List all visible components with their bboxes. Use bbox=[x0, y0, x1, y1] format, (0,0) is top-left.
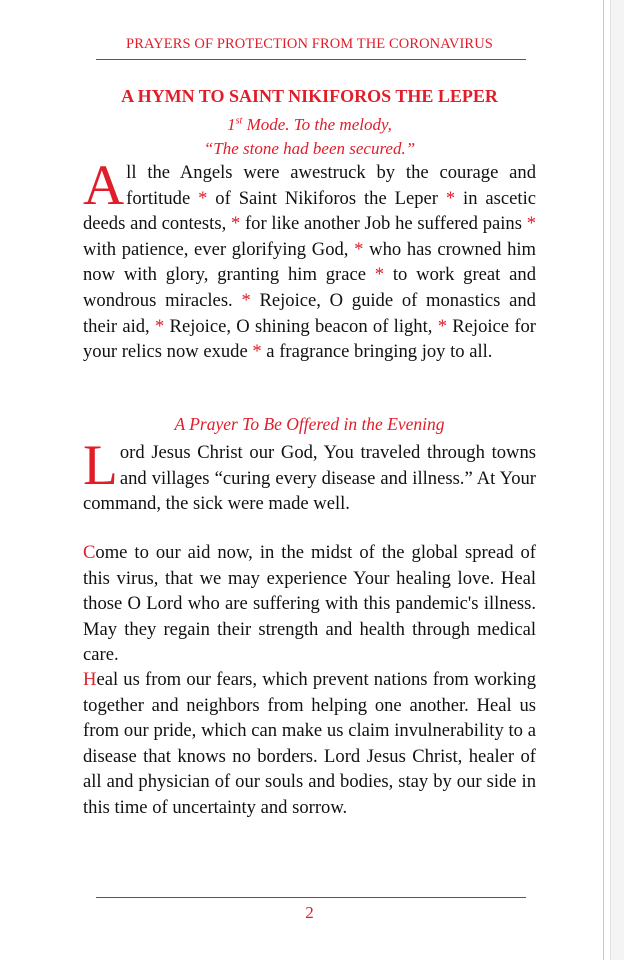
verse-marker: * bbox=[526, 213, 536, 235]
prayer-title: A Prayer To Be Offered in the Evening bbox=[174, 414, 445, 434]
hymn-segment: ll the Angels were awestruck by the courage and fortitude bbox=[126, 162, 536, 209]
mode-suffix: st bbox=[235, 115, 243, 127]
prayer-paragraph-2 bbox=[83, 540, 536, 668]
hymn-melody: “The stone had been secured.” bbox=[203, 139, 416, 158]
document-page bbox=[83, 0, 536, 960]
hymn-segment: to work great and wondrous miracles. bbox=[83, 264, 537, 311]
page-edge-shadow bbox=[610, 0, 624, 960]
footer-rule bbox=[96, 897, 526, 898]
running-header: PRAYERS OF PROTECTION FROM THE CORONAVIRUS bbox=[126, 36, 493, 52]
prayer-paragraph-1 bbox=[83, 434, 536, 517]
hymn-text bbox=[83, 154, 537, 365]
hymn-segment: with patience, ever glorifying God, bbox=[83, 238, 355, 260]
verse-marker: * bbox=[437, 315, 447, 337]
page-number: 2 bbox=[305, 903, 314, 922]
prayer-text-3: eal us from our fears, which prevent nations from working together and neighbors from helping one another. Heal us from our pride, which can make us claim invulnerability to a disease that knows no borders. Lord Jesus Christ, healer of all and physician of our souls and bodies, stay by our side in this time of uncertainty and sorrow. bbox=[83, 669, 536, 818]
hymn-segment: who has crowned him now with glory, granting him grace bbox=[83, 238, 537, 286]
page-edge bbox=[603, 0, 604, 960]
hymn-segment: a fragrance bringing joy to all. bbox=[261, 341, 493, 363]
verse-marker: * bbox=[154, 315, 165, 337]
hymn-dropcap: A bbox=[83, 154, 125, 217]
hymn-segment: Rejoice, O shining beacon of light, bbox=[164, 315, 438, 337]
hymn-mode bbox=[83, 115, 536, 135]
mode-text: Mode. To the melody, bbox=[242, 115, 392, 134]
paragraph-initial: C bbox=[83, 542, 96, 563]
verse-marker: * bbox=[230, 213, 241, 235]
prayer-dropcap: L bbox=[83, 434, 118, 497]
mode-number: 1 bbox=[227, 115, 236, 134]
prayer-paragraph-3 bbox=[83, 667, 536, 821]
verse-marker: * bbox=[354, 238, 364, 260]
hymn-title: A HYMN TO SAINT NIKIFOROS THE LEPER bbox=[121, 86, 498, 106]
header-rule bbox=[96, 59, 526, 60]
paragraph-initial: H bbox=[83, 669, 97, 690]
verse-marker: * bbox=[252, 341, 262, 363]
verse-marker: * bbox=[241, 289, 251, 311]
verse-marker: * bbox=[374, 264, 385, 286]
verse-marker: * bbox=[445, 187, 456, 209]
hymn-segment: Rejoice, O guide of monastics and their aid, bbox=[83, 289, 536, 337]
hymn-segment: of Saint Nikiforos the Leper bbox=[207, 187, 446, 209]
hymn-segment: in ascetic deeds and contests, bbox=[83, 187, 536, 235]
hymn-segment: for like another Job he suffered pains bbox=[240, 213, 527, 235]
prayer-text-1: ord Jesus Christ our God, You traveled through towns and villages “curing every disease and illness.” At Your command, the sick were made well. bbox=[83, 442, 536, 515]
prayer-text-2: ome to our aid now, in the midst of the global spread of this virus, that we may experience Your healing love. Heal those O Lord who are suffering with this pandemic's illness. May they regain their strength and health through medical care. bbox=[83, 542, 536, 666]
verse-marker: * bbox=[198, 187, 208, 209]
hymn-segment: Rejoice for your relics now exude bbox=[83, 315, 536, 363]
